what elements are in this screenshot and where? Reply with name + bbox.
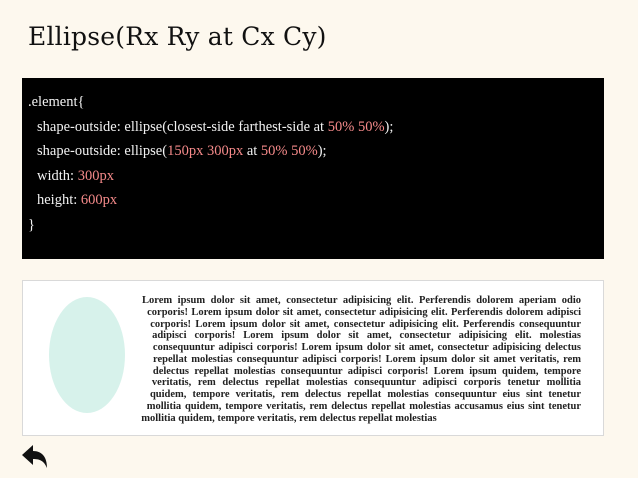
- code-value: 50%: [260, 143, 288, 160]
- code-punct: );: [384, 118, 394, 135]
- code-value: 300px: [77, 167, 114, 184]
- code-block: [22, 78, 604, 259]
- back-button[interactable]: [20, 442, 50, 472]
- shape-float: [101, 295, 153, 423]
- code-selector: .element{: [28, 94, 85, 110]
- code-keyword: at: [243, 143, 261, 160]
- code-value: 300px: [206, 143, 244, 160]
- code-property: height:: [37, 192, 81, 209]
- code-property: shape-outside: ellipse(: [37, 143, 168, 160]
- code-line-3: [28, 164, 604, 189]
- code-line-selector: [28, 90, 604, 115]
- demo-paragraph: [101, 295, 581, 425]
- code-value: 50%: [291, 143, 318, 160]
- code-line-close: [28, 213, 604, 238]
- code-line-4: [28, 188, 604, 213]
- code-property: width:: [37, 167, 78, 184]
- code-property: shape-outside: ellipse(closest-side farthest-side at: [37, 118, 328, 135]
- code-value: 600px: [80, 192, 118, 209]
- code-line-1: [28, 115, 604, 140]
- demo-box: [22, 280, 604, 436]
- code-punct: );: [317, 143, 327, 160]
- back-arrow-icon: [20, 442, 50, 472]
- page-title: Ellipse(Rx Ry at Cx Cy): [28, 22, 327, 51]
- code-close-brace: }: [28, 216, 35, 233]
- code-value: 50%: [327, 118, 355, 135]
- demo-text: Lorem ipsum dolor sit amet, consectetur adipisicing elit. Perferendis dolorem aperiam odio corporis! Lorem ipsum dolor sit amet, consectetur adipisicing elit. Perferendis dolorem adipisci corporis! Lorem ipsum dolor sit amet, consectetur adipisicing elit. Perferendis consequuntur adipisci corporis! Lorem ipsum dolor sit amet, consectetur adipisicing elit. molestias consequuntur adipisci corporis! Lorem ipsum dolor sit amet, consectetur adipisicing delectus repellat molestias consequuntur adipisci corporis! Lorem ipsum dolor sit amet veritatis, rem delectus repellat molestias consequuntur adipisci corporis! Lorem ipsum quidem, tempore veritatis, rem delectus repellat molestias consequuntur adipisci corporis tenetur mollitia quidem, tempore veritatis, rem delectus repellat molestias consequuntur eius sint tenetur mollitia quidem, tempore veritatis, rem delectus repellat molestias accusamus eius sint tenetur mollitia quidem, tempore veritatis, rem delectus repellat molestias: [141, 295, 581, 424]
- code-value: 50%: [357, 118, 385, 135]
- code-line-2: [28, 139, 604, 164]
- code-value: 150px: [167, 143, 204, 160]
